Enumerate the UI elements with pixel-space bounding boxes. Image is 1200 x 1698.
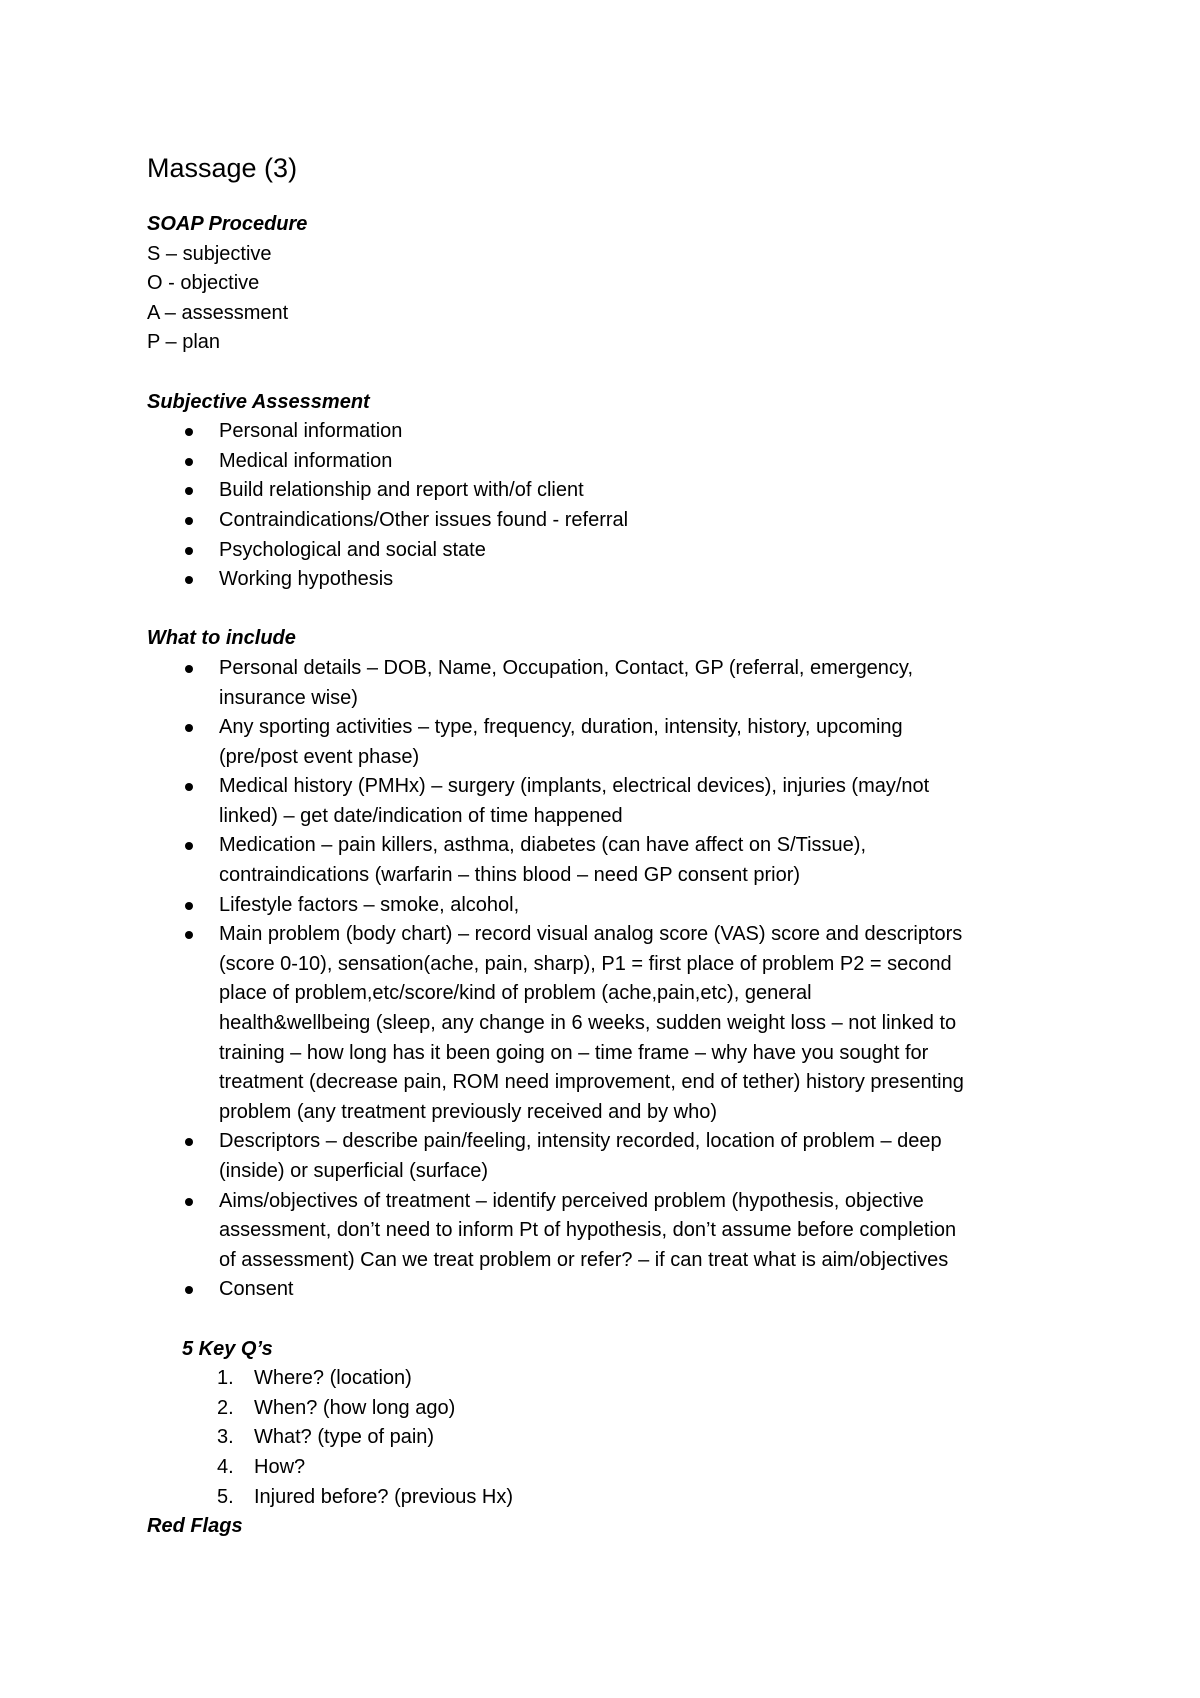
key-questions-list [182, 1364, 1077, 1512]
list-item-line: Any sporting activities – type, frequency, duration, intensity, history, upcoming [219, 716, 903, 739]
list-item-line: training – how long has it been going on – time frame – why have you sought for [219, 1041, 929, 1064]
list-item-line: (pre/post event phase) [219, 745, 420, 768]
list-item-text: Contraindications/Other issues found - referral [219, 508, 629, 531]
bullet-icon [185, 547, 193, 555]
soap-line: A – assessment [147, 301, 289, 324]
list-item [182, 1453, 1077, 1483]
document-content [147, 148, 1077, 1542]
list-item-text: Personal information [219, 420, 403, 443]
soap-heading: SOAP Procedure [147, 213, 308, 235]
list-number: 2. [217, 1396, 234, 1419]
list-item [147, 713, 1077, 772]
list-item [147, 920, 1077, 1127]
list-item-text: Medical information [219, 449, 393, 472]
list-item-line: Consent [219, 1278, 294, 1301]
list-item [182, 1394, 1077, 1424]
list-item [182, 1364, 1077, 1394]
subjective-list [147, 417, 1077, 595]
list-item [147, 565, 1077, 595]
bullet-icon [185, 1198, 193, 1206]
bullet-icon [185, 783, 193, 791]
list-item-text: What? (type of pain) [254, 1426, 435, 1449]
list-item-line: (score 0-10), sensation(ache, pain, sharp), P1 = first place of problem P2 = second [219, 952, 952, 975]
bullet-icon [185, 487, 193, 495]
bullet-icon [185, 517, 193, 525]
list-item-line: Aims/objectives of treatment – identify perceived problem (hypothesis, objective [219, 1189, 924, 1212]
bullet-icon [185, 665, 193, 673]
spacer [147, 595, 1077, 625]
soap-line: P – plan [147, 331, 221, 354]
list-item-text: Working hypothesis [219, 568, 394, 591]
list-item [182, 1423, 1077, 1453]
list-item-line: treatment (decrease pain, ROM need improvement, end of tether) history presenting [219, 1071, 964, 1094]
list-item [147, 1275, 1077, 1305]
list-item [147, 447, 1077, 477]
list-item-text: How? [254, 1455, 306, 1478]
list-item [147, 891, 1077, 921]
include-list [147, 654, 1077, 1305]
list-number: 5. [217, 1485, 234, 1508]
list-item-text: Where? (location) [254, 1367, 412, 1390]
subjective-section [147, 388, 1077, 595]
bullet-icon [185, 931, 193, 939]
list-item [147, 476, 1077, 506]
list-item-line: Descriptors – describe pain/feeling, intensity recorded, location of problem – deep [219, 1130, 942, 1153]
subjective-heading: Subjective Assessment [147, 390, 370, 413]
list-item-line: Medication – pain killers, asthma, diabetes (can have affect on S/Tissue), [219, 834, 867, 857]
list-item-line: linked) – get date/indication of time happened [219, 804, 623, 827]
list-item-line: of assessment) Can we treat problem or refer? – if can treat what is aim/objectives [219, 1248, 949, 1271]
soap-section [147, 210, 1077, 358]
list-item-line: assessment, don’t need to inform Pt of hypothesis, don’t assume before completion [219, 1219, 957, 1242]
list-number: 4. [217, 1455, 234, 1478]
include-heading: What to include [147, 627, 296, 650]
red-flags-heading: Red Flags [147, 1515, 243, 1538]
bullet-icon [185, 842, 193, 850]
bullet-icon [185, 458, 193, 466]
include-section [147, 624, 1077, 1305]
bullet-icon [185, 902, 193, 910]
bullet-icon [185, 428, 193, 436]
list-item [147, 506, 1077, 536]
list-item-text: Injured before? (previous Hx) [254, 1485, 514, 1508]
list-item [147, 1127, 1077, 1186]
list-item-text: Build relationship and report with/of client [219, 479, 584, 502]
list-item [147, 831, 1077, 890]
soap-line: S – subjective [147, 242, 272, 265]
list-item-line: problem (any treatment previously received and by who) [219, 1100, 718, 1123]
list-item-line: Lifestyle factors – smoke, alcohol, [219, 893, 520, 916]
key-questions-section [182, 1335, 1077, 1513]
list-item-text: Psychological and social state [219, 538, 486, 561]
list-item-line: place of problem,etc/score/kind of problem (ache,pain,etc), general [219, 982, 812, 1005]
list-item-line: insurance wise) [219, 686, 358, 709]
soap-line: O - objective [147, 272, 260, 295]
list-number: 3. [217, 1426, 234, 1449]
bullet-icon [185, 724, 193, 732]
bullet-icon [185, 1286, 193, 1294]
list-item-line: contraindications (warfarin – thins blood – need GP consent prior) [219, 864, 801, 887]
list-item-line: Main problem (body chart) – record visual analog score (VAS) score and descriptors [219, 923, 963, 946]
spacer [147, 358, 1077, 388]
key-questions-heading: 5 Key Q’s [182, 1337, 273, 1360]
list-item-text: When? (how long ago) [254, 1396, 456, 1419]
bullet-icon [185, 1138, 193, 1146]
list-number: 1. [217, 1367, 234, 1390]
list-item [147, 536, 1077, 566]
list-item-line: Personal details – DOB, Name, Occupation, Contact, GP (referral, emergency, [219, 656, 914, 679]
list-item [182, 1483, 1077, 1513]
list-item-line: health&wellbeing (sleep, any change in 6 weeks, sudden weight loss – not linked to [219, 1012, 957, 1035]
list-item [147, 417, 1077, 447]
list-item-line: Medical history (PMHx) – surgery (implants, electrical devices), injuries (may/not [219, 775, 930, 798]
list-item [147, 1187, 1077, 1276]
bullet-icon [185, 576, 193, 584]
list-item-line: (inside) or superficial (surface) [219, 1160, 488, 1182]
document-title: Massage (3) [147, 153, 298, 183]
list-item [147, 772, 1077, 831]
spacer [147, 1305, 1077, 1335]
list-item [147, 654, 1077, 713]
